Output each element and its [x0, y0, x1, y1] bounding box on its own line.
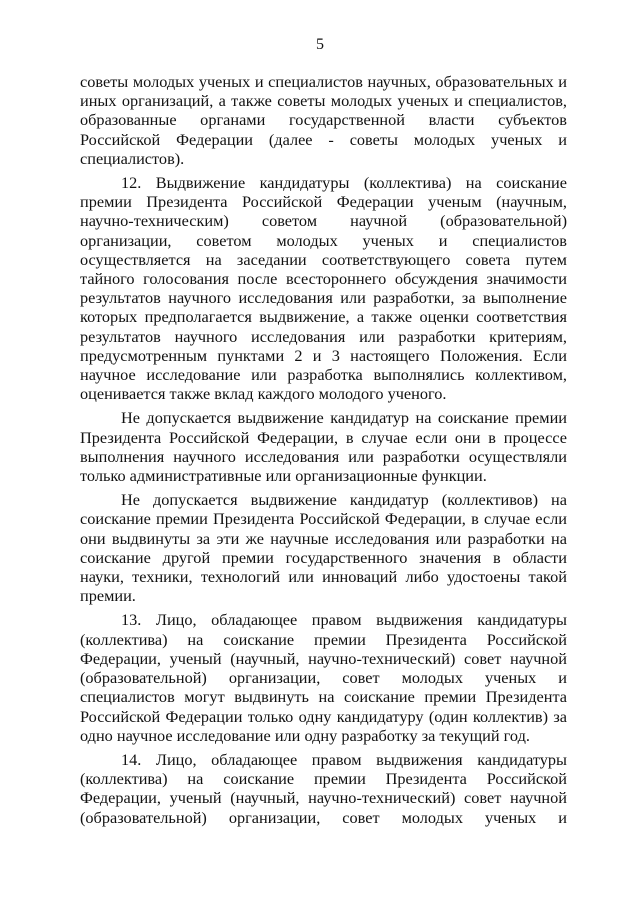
document-body [80, 72, 567, 832]
paragraph-restriction-1: Не допускается выдвижение кандидатур на соискание премии Президента Российской Федерации, в случае если они в процессе выполнения научного исследования или разработки осуществляли только административные или организационные функции. [80, 408, 567, 486]
paragraph-continuation: советы молодых ученых и специалистов научных, образовательных и иных организаций, а также советы молодых ученых и специалистов, образованные органами государственной власти субъектов Российской Федерации (далее - советы молодых ученых и специалистов). [80, 72, 567, 168]
paragraph-item-14: 14. Лицо, обладающее правом выдвижения кандидатуры (коллектива) на соискание премии Президента Российской Федерации, ученый (научный, научно-технический) совет научной (образовательной) организации, совет молодых ученых и [80, 749, 567, 827]
paragraph-restriction-2: Не допускается выдвижение кандидатур (коллективов) на соискание премии Президента Российской Федерации, в случае если они выдвинуты за эти же научные исследования или разработки на соискание другой премии государственного значения в области науки, техники, технологий или инноваций либо удостоены такой премии. [80, 490, 567, 606]
page-number: 5 [316, 36, 324, 53]
paragraph-item-12: 12. Выдвижение кандидатуры (коллектива) на соискание премии Президента Российской Федерации ученым (научным, научно-техническим) советом научной (образовательной) организации, советом молодых ученых и специалистов осуществляется на заседании соответствующего совета путем тайного голосования после всестороннего обсуждения значимости результатов научного исследования или разработки, за выполнение которых предполагается выдвижение, а также оценки соответствия результатов научного исследования или разработки критериям, предусмотренным пунктами 2 и 3 настоящего Положения. Если научное исследование или разработка выполнялись коллективом, оценивается также вклад каждого молодого ученого. [80, 173, 567, 404]
paragraph-item-13: 13. Лицо, обладающее правом выдвижения кандидатуры (коллектива) на соискание премии Президента Российской Федерации, ученый (научный, научно-технический) совет научной (образовательной) организации, совет молодых ученых и специалистов могут выдвинуть на соискание премии Президента Российской Федерации только одну кандидатуру (один коллектив) за одно научное исследование или одну разработку за текущий год. [80, 610, 567, 745]
